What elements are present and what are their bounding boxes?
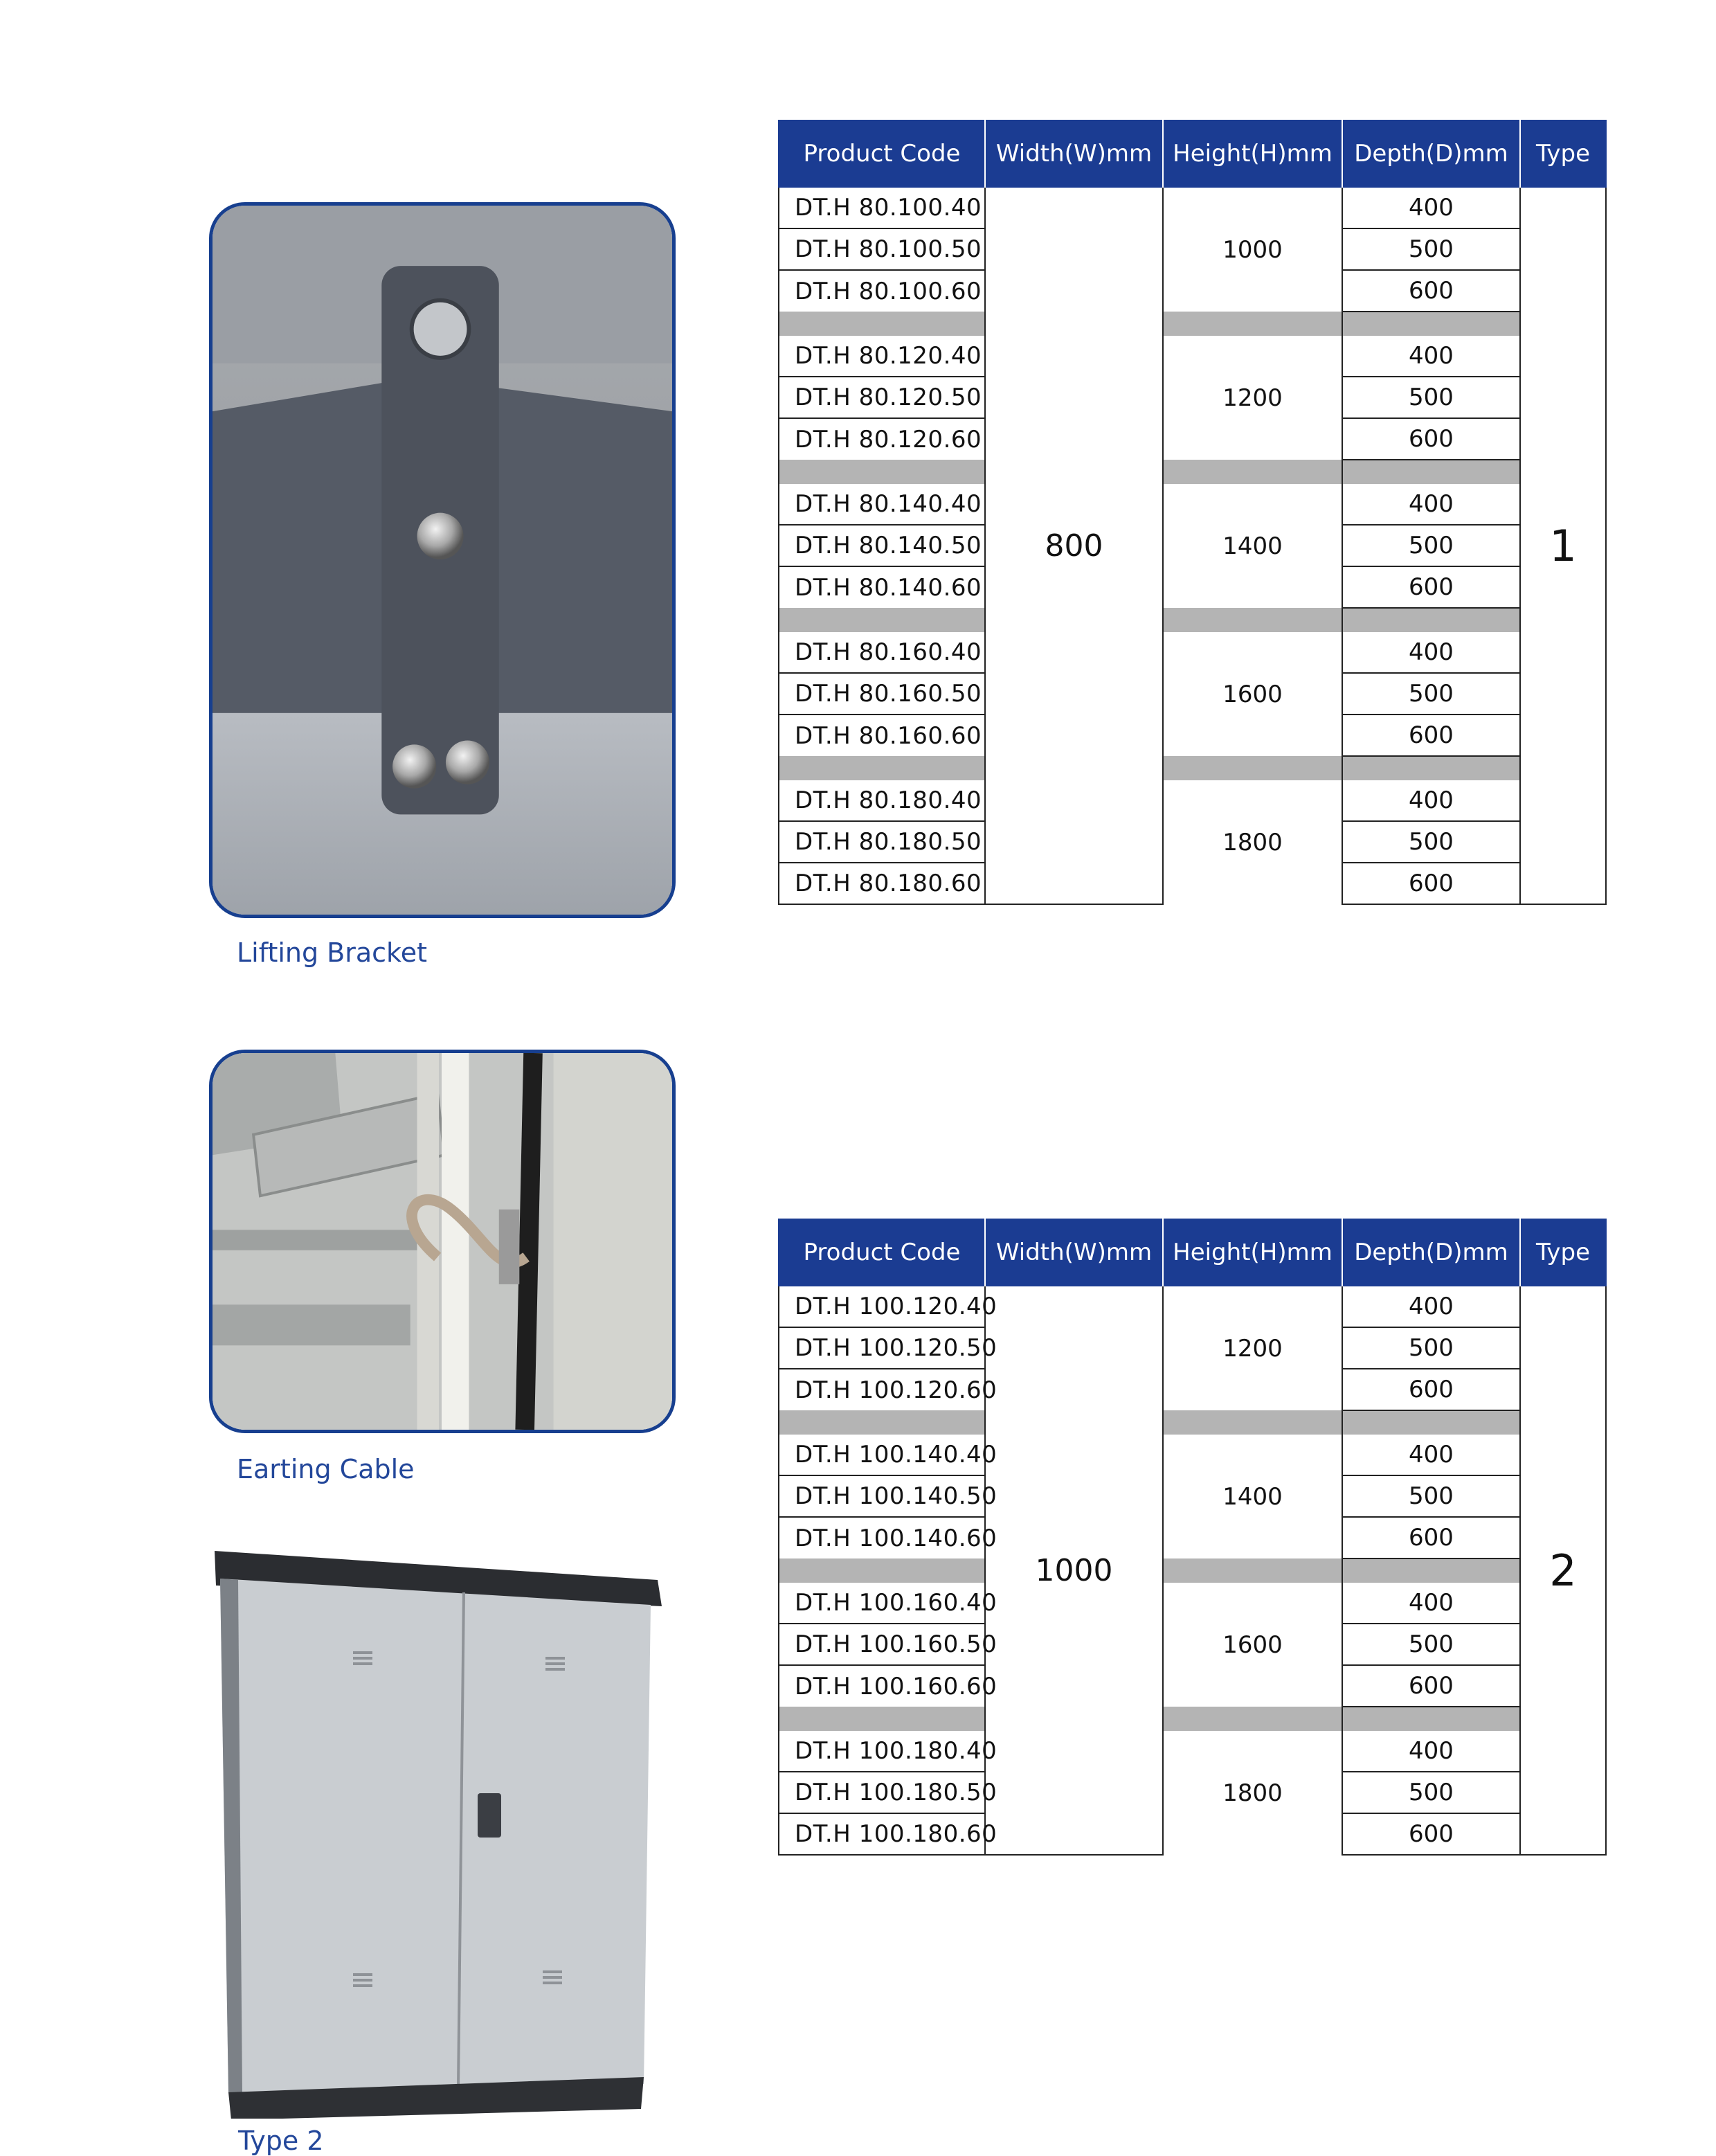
depth-cell: 600 bbox=[1342, 1517, 1520, 1558]
header-type: Type bbox=[1520, 1219, 1606, 1286]
depth-cell: 500 bbox=[1342, 1772, 1520, 1813]
product-code-cell: DT.H 80.100.60 bbox=[779, 270, 985, 312]
depth-cell: 400 bbox=[1342, 336, 1520, 377]
product-code-cell: DT.H 80.140.40 bbox=[779, 484, 985, 525]
table-row bbox=[779, 1731, 1606, 1772]
depth-cell: 400 bbox=[1342, 1286, 1520, 1327]
depth-cell: 500 bbox=[1342, 1624, 1520, 1665]
separator-cell bbox=[1163, 1558, 1342, 1583]
table-row bbox=[779, 632, 1606, 673]
product-code-cell: DT.H 80.160.60 bbox=[779, 715, 985, 756]
separator-cell bbox=[1163, 1707, 1342, 1731]
product-code-cell: DT.H 100.180.60 bbox=[779, 1813, 985, 1855]
separator-cell bbox=[1342, 1558, 1520, 1583]
depth-cell: 500 bbox=[1342, 525, 1520, 566]
table-header-row bbox=[779, 120, 1606, 188]
separator-cell bbox=[1342, 608, 1520, 632]
product-code-cell: DT.H 100.120.60 bbox=[779, 1369, 985, 1410]
product-code-cell: DT.H 100.180.50 bbox=[779, 1772, 985, 1813]
separator-cell bbox=[1163, 312, 1342, 336]
spec-table-width-1000 bbox=[778, 1219, 1609, 1856]
product-code-cell: DT.H 100.160.60 bbox=[779, 1665, 985, 1707]
separator-cell bbox=[1163, 460, 1342, 484]
separator-cell bbox=[779, 1558, 985, 1583]
table-row bbox=[779, 1435, 1606, 1475]
group-separator-row bbox=[779, 608, 1606, 632]
product-code-cell: DT.H 100.120.50 bbox=[779, 1327, 985, 1369]
height-cell: 1400 bbox=[1163, 1435, 1342, 1558]
depth-cell: 600 bbox=[1342, 715, 1520, 756]
group-separator-row bbox=[779, 460, 1606, 484]
type-cell: 1 bbox=[1520, 188, 1606, 904]
separator-cell bbox=[1342, 460, 1520, 484]
height-cell: 1200 bbox=[1163, 336, 1342, 460]
depth-cell: 600 bbox=[1342, 418, 1520, 460]
product-code-cell: DT.H 80.140.60 bbox=[779, 566, 985, 608]
group-separator-row bbox=[779, 1707, 1606, 1731]
lifting-bracket-photo bbox=[209, 202, 676, 918]
height-cell: 1600 bbox=[1163, 1583, 1342, 1707]
depth-cell: 400 bbox=[1342, 484, 1520, 525]
height-cell: 1200 bbox=[1163, 1286, 1342, 1410]
product-code-cell: DT.H 80.180.50 bbox=[779, 821, 985, 863]
separator-cell bbox=[779, 756, 985, 780]
product-code-cell: DT.H 80.180.40 bbox=[779, 780, 985, 821]
height-cell: 1400 bbox=[1163, 484, 1342, 608]
width-cell: 1000 bbox=[985, 1286, 1163, 1855]
separator-cell bbox=[779, 1707, 985, 1731]
separator-cell bbox=[1342, 1410, 1520, 1435]
height-cell: 1800 bbox=[1163, 1731, 1342, 1855]
group-separator-row bbox=[779, 756, 1606, 780]
product-code-cell: DT.H 100.160.40 bbox=[779, 1583, 985, 1624]
height-cell: 1000 bbox=[1163, 188, 1342, 312]
group-separator-row bbox=[779, 1410, 1606, 1435]
height-cell: 1600 bbox=[1163, 632, 1342, 756]
separator-cell bbox=[1342, 312, 1520, 336]
type2-cabinet-image bbox=[201, 1530, 671, 2119]
height-cell: 1800 bbox=[1163, 780, 1342, 904]
product-code-cell: DT.H 100.140.50 bbox=[779, 1475, 985, 1517]
depth-cell: 500 bbox=[1342, 377, 1520, 418]
header-depth: Depth(D)mm bbox=[1342, 1219, 1520, 1286]
header-product-code: Product Code bbox=[779, 120, 985, 188]
table-row bbox=[779, 336, 1606, 377]
depth-cell: 600 bbox=[1342, 270, 1520, 312]
product-code-cell: DT.H 80.140.50 bbox=[779, 525, 985, 566]
separator-cell bbox=[779, 608, 985, 632]
product-code-cell: DT.H 80.100.40 bbox=[779, 188, 985, 228]
separator-cell bbox=[1163, 608, 1342, 632]
separator-cell bbox=[1163, 756, 1342, 780]
table-row bbox=[779, 780, 1606, 821]
depth-cell: 500 bbox=[1342, 673, 1520, 715]
depth-cell: 500 bbox=[1342, 1327, 1520, 1369]
table-header-row bbox=[779, 1219, 1606, 1286]
product-code-cell: DT.H 80.120.60 bbox=[779, 418, 985, 460]
depth-cell: 400 bbox=[1342, 632, 1520, 673]
table-row bbox=[779, 188, 1606, 228]
depth-cell: 600 bbox=[1342, 863, 1520, 904]
product-code-cell: DT.H 100.160.50 bbox=[779, 1624, 985, 1665]
depth-cell: 500 bbox=[1342, 1475, 1520, 1517]
depth-cell: 600 bbox=[1342, 1369, 1520, 1410]
depth-cell: 400 bbox=[1342, 188, 1520, 228]
earting-cable-image bbox=[213, 1053, 672, 1430]
depth-cell: 400 bbox=[1342, 1731, 1520, 1772]
separator-cell bbox=[779, 312, 985, 336]
product-code-cell: DT.H 80.160.50 bbox=[779, 673, 985, 715]
separator-cell bbox=[1163, 1410, 1342, 1435]
product-code-cell: DT.H 100.140.60 bbox=[779, 1517, 985, 1558]
depth-cell: 500 bbox=[1342, 821, 1520, 863]
table-row bbox=[779, 484, 1606, 525]
depth-cell: 400 bbox=[1342, 1435, 1520, 1475]
product-code-cell: DT.H 80.120.50 bbox=[779, 377, 985, 418]
header-type: Type bbox=[1520, 120, 1606, 188]
table-row bbox=[779, 1286, 1606, 1327]
separator-cell bbox=[779, 1410, 985, 1435]
product-code-cell: DT.H 80.180.60 bbox=[779, 863, 985, 904]
product-code-cell: DT.H 100.180.40 bbox=[779, 1731, 985, 1772]
header-depth: Depth(D)mm bbox=[1342, 120, 1520, 188]
lifting-bracket-image bbox=[213, 206, 672, 915]
earting-cable-photo bbox=[209, 1050, 676, 1433]
spec-table-width-800 bbox=[778, 120, 1609, 905]
type2-cabinet-photo bbox=[201, 1530, 671, 2119]
product-code-cell: DT.H 100.140.40 bbox=[779, 1435, 985, 1475]
depth-cell: 600 bbox=[1342, 566, 1520, 608]
header-width: Width(W)mm bbox=[985, 120, 1163, 188]
header-width: Width(W)mm bbox=[985, 1219, 1163, 1286]
depth-cell: 600 bbox=[1342, 1665, 1520, 1707]
group-separator-row bbox=[779, 312, 1606, 336]
earting-cable-caption: Earting Cable bbox=[237, 1454, 415, 1484]
product-code-cell: DT.H 80.120.40 bbox=[779, 336, 985, 377]
depth-cell: 400 bbox=[1342, 780, 1520, 821]
lifting-bracket-caption: Lifting Bracket bbox=[237, 937, 427, 968]
product-code-cell: DT.H 80.160.40 bbox=[779, 632, 985, 673]
group-separator-row bbox=[779, 1558, 1606, 1583]
type2-caption: Type 2 bbox=[238, 2126, 324, 2156]
width-cell: 800 bbox=[985, 188, 1163, 904]
table-row bbox=[779, 1583, 1606, 1624]
depth-cell: 600 bbox=[1342, 1813, 1520, 1855]
separator-cell bbox=[779, 460, 985, 484]
product-code-cell: DT.H 100.120.40 bbox=[779, 1286, 985, 1327]
separator-cell bbox=[1342, 756, 1520, 780]
header-product-code: Product Code bbox=[779, 1219, 985, 1286]
depth-cell: 400 bbox=[1342, 1583, 1520, 1624]
type-cell: 2 bbox=[1520, 1286, 1606, 1855]
header-height: Height(H)mm bbox=[1163, 1219, 1342, 1286]
header-height: Height(H)mm bbox=[1163, 120, 1342, 188]
separator-cell bbox=[1342, 1707, 1520, 1731]
depth-cell: 500 bbox=[1342, 228, 1520, 270]
product-code-cell: DT.H 80.100.50 bbox=[779, 228, 985, 270]
